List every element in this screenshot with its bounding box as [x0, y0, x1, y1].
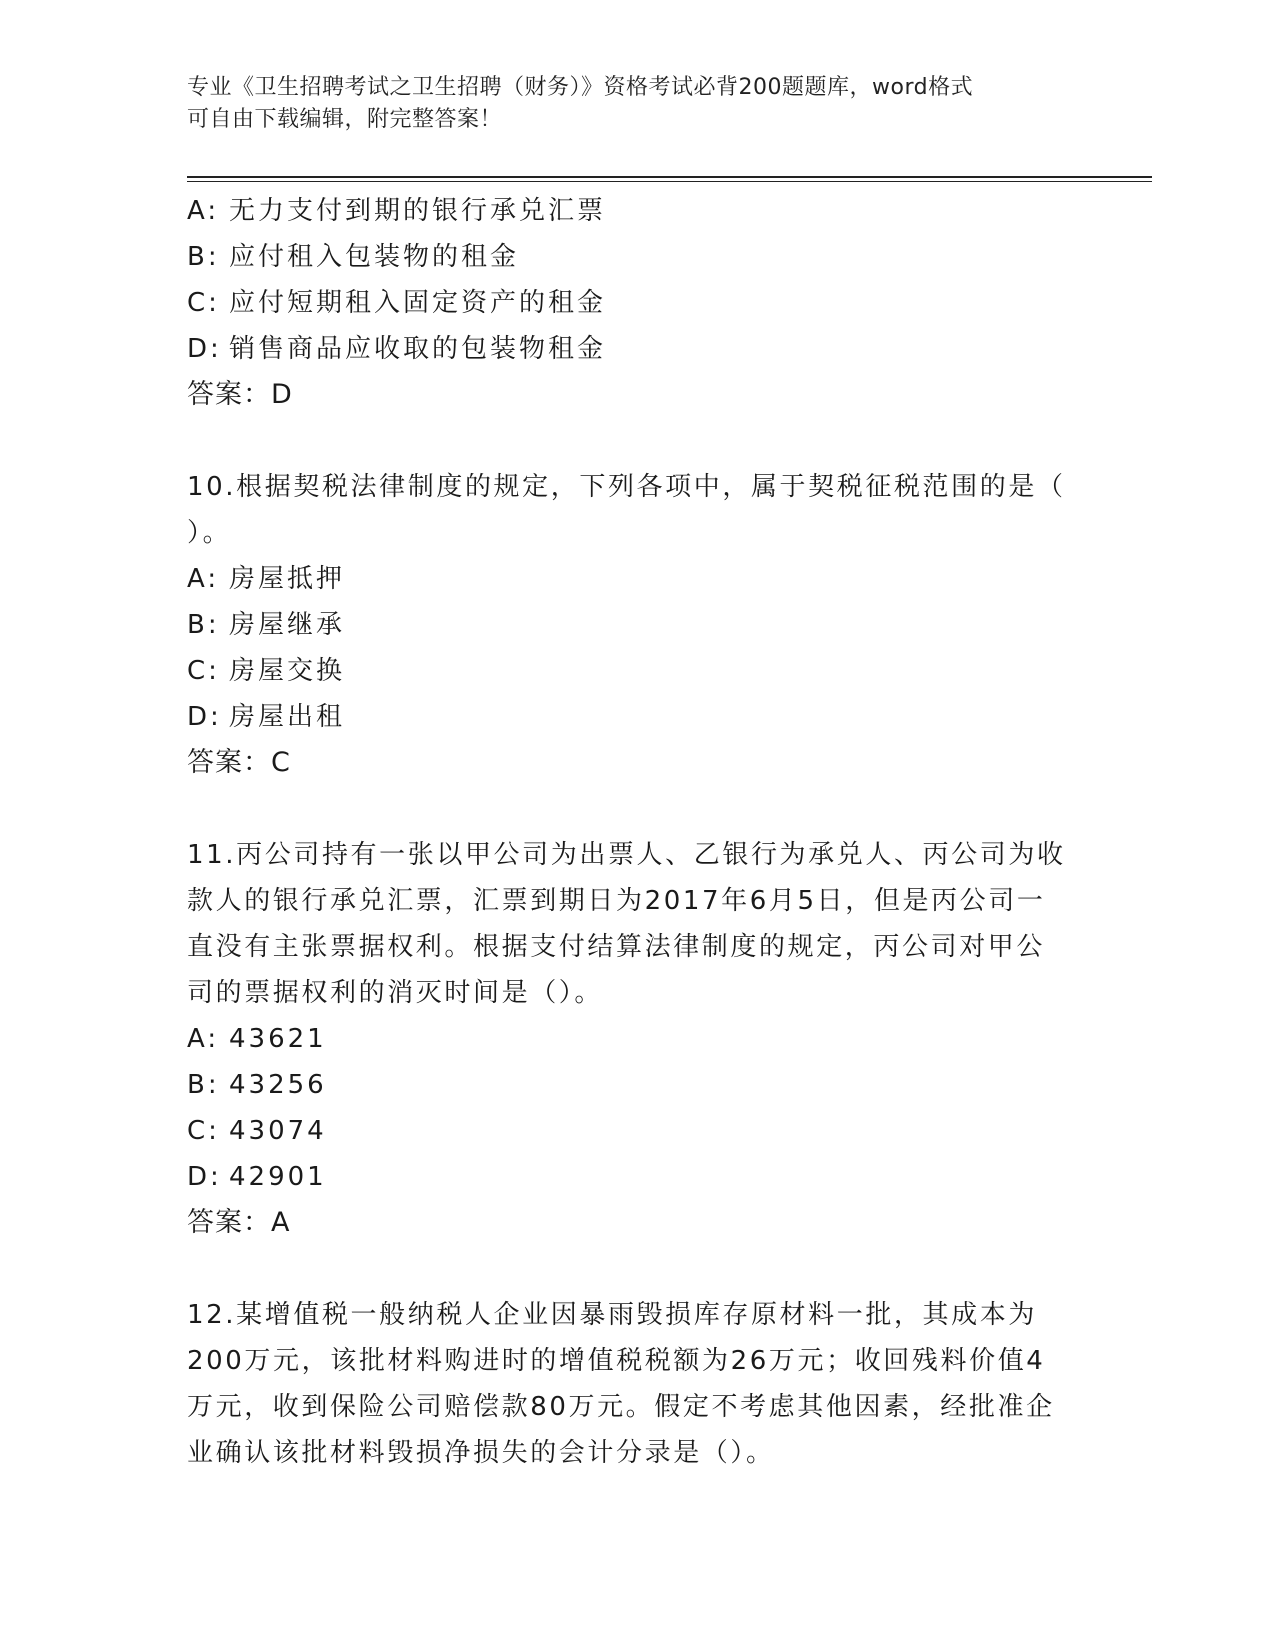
option-b: B: 43256: [187, 1070, 327, 1100]
stem-line: 业确认该批材料毁损净损失的会计分录是（）。: [187, 1438, 775, 1468]
stem-line: 司的票据权利的消灭时间是（）。: [187, 978, 604, 1008]
question-stem: [187, 832, 1087, 1016]
question-12: [187, 1292, 1087, 1476]
option-c: C: 应付短期租入固定资产的租金: [187, 288, 607, 318]
stem-line: 200万元，该批材料购进时的增值税税额为26万元；收回残料价值4: [187, 1346, 1046, 1376]
option-c: C: 43074: [187, 1116, 327, 1146]
answer: 答案：A: [187, 1207, 291, 1238]
question-10: [187, 464, 1087, 786]
option-d: D: 销售商品应收取的包装物租金: [187, 334, 607, 364]
option-a: A: 无力支付到期的银行承兑汇票: [187, 196, 607, 226]
document-header: [187, 72, 1067, 136]
stem-line: 11.丙公司持有一张以甲公司为出票人、乙银行为承兑人、丙公司为收: [187, 840, 1066, 870]
stem-line: 12.某增值税一般纳税人企业因暴雨毁损库存原材料一批，其成本为: [187, 1300, 1037, 1330]
stem-line: 款人的银行承兑汇票，汇票到期日为2017年6月5日，但是丙公司一: [187, 886, 1046, 916]
stem-line: 万元，收到保险公司赔偿款80万元。假定不考虑其他因素，经批准企: [187, 1392, 1055, 1422]
header-divider-thick: [187, 176, 1152, 178]
question-11: [187, 832, 1087, 1246]
answer: 答案：C: [187, 747, 291, 778]
option-b: B: 房屋继承: [187, 610, 346, 640]
spacer: [187, 418, 1087, 464]
option-b: B: 应付租入包装物的租金: [187, 242, 520, 272]
stem-line: 10.根据契税法律制度的规定，下列各项中，属于契税征税范围的是（: [187, 472, 1066, 502]
question-stem: [187, 1292, 1087, 1476]
option-d: D: 42901: [187, 1162, 327, 1192]
question-9: [187, 188, 1087, 418]
stem-line: ）。: [187, 518, 232, 548]
answer: 答案：D: [187, 379, 293, 410]
option-a: A: 房屋抵押: [187, 564, 346, 594]
header-line-1: 专业《卫生招聘考试之卫生招聘（财务）》资格考试必背200题题库，word格式: [187, 75, 974, 100]
option-c: C: 房屋交换: [187, 656, 346, 686]
option-a: A: 43621: [187, 1024, 327, 1054]
spacer: [187, 786, 1087, 832]
header-divider-thin: [187, 181, 1152, 182]
spacer: [187, 1246, 1087, 1292]
stem-line: 直没有主张票据权利。根据支付结算法律制度的规定，丙公司对甲公: [187, 932, 1046, 962]
question-list: [187, 188, 1087, 1476]
question-stem: [187, 464, 1087, 556]
option-d: D: 房屋出租: [187, 702, 346, 732]
header-line-2: 可自由下载编辑，附完整答案！: [187, 107, 503, 132]
